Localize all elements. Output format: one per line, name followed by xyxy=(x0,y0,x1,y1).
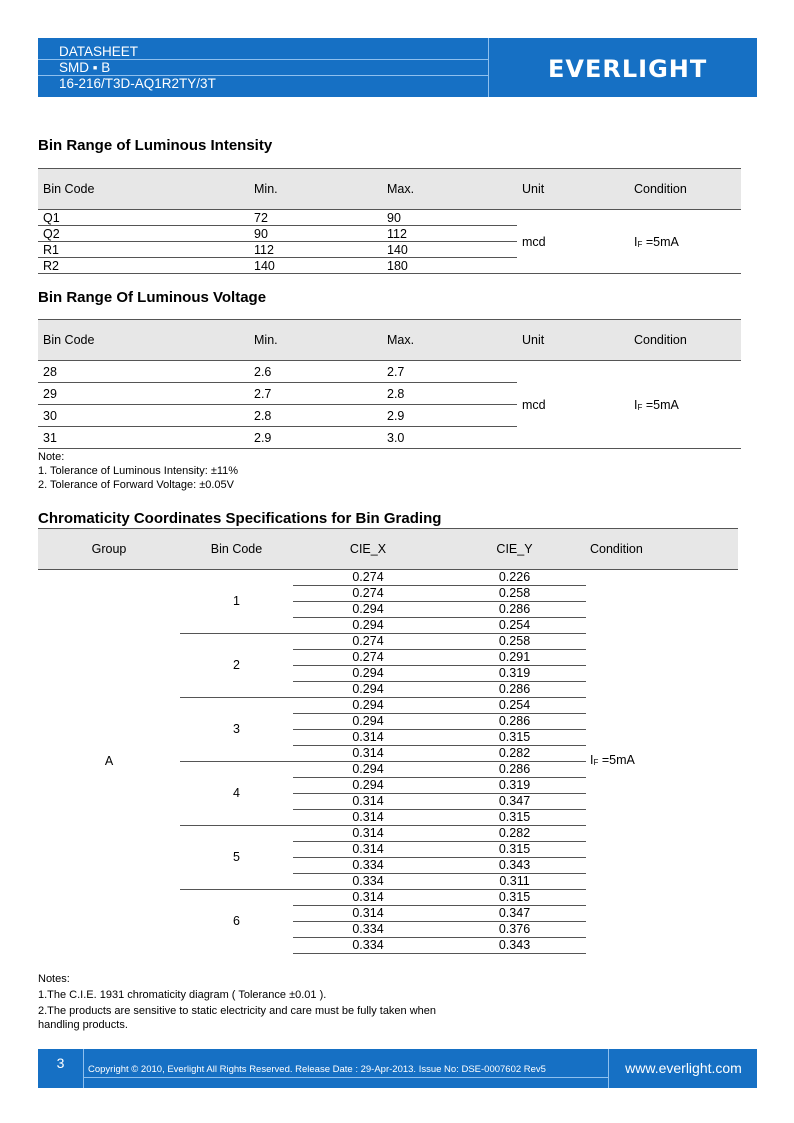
bin-code-cell: 1 xyxy=(233,594,240,608)
min-cell: 72 xyxy=(249,210,382,226)
cie-x-cell: 0.274 xyxy=(293,650,443,666)
max-cell: 2.7 xyxy=(382,361,517,383)
note-line: handling products. xyxy=(38,1019,128,1031)
cie-y-cell: 0.319 xyxy=(443,778,586,794)
note-heading: Note: xyxy=(38,451,65,463)
min-cell: 2.6 xyxy=(249,361,382,383)
chromaticity-table xyxy=(38,528,738,954)
cie-x-cell: 0.294 xyxy=(293,602,443,618)
notes-heading: Notes: xyxy=(38,973,70,985)
min-cell: 2.8 xyxy=(249,405,382,427)
cie-x-cell: 0.314 xyxy=(293,890,443,906)
bin-code-cell: 3 xyxy=(180,698,293,762)
cie-y-cell: 0.258 xyxy=(443,634,586,650)
page-footer xyxy=(38,1049,757,1088)
col-bin-code: Bin Code xyxy=(38,169,249,210)
cie-y-cell: 0.254 xyxy=(443,698,586,714)
bin-code-cell: 29 xyxy=(38,383,249,405)
condition-subscript: F xyxy=(637,239,643,249)
bin-code-cell: R1 xyxy=(38,242,249,258)
cie-y-cell: 0.315 xyxy=(443,730,586,746)
cie-y-cell: 0.315 xyxy=(443,890,586,906)
bin-code-cell: 28 xyxy=(38,361,249,383)
bin-code-cell: 30 xyxy=(38,405,249,427)
condition-subscript: F xyxy=(593,758,599,768)
voltage-notes xyxy=(38,450,238,492)
voltage-table xyxy=(38,319,741,449)
cie-x-cell: 0.294 xyxy=(293,714,443,730)
condition-value: =5mA xyxy=(642,397,679,412)
min-cell: 90 xyxy=(249,226,382,242)
col-condition: Condition xyxy=(586,529,738,570)
col-unit: Unit xyxy=(517,169,629,210)
cie-x-cell: 0.294 xyxy=(293,698,443,714)
min-cell: 2.7 xyxy=(249,383,382,405)
cie-x-cell: 0.334 xyxy=(293,922,443,938)
col-bin-code: Bin Code xyxy=(180,529,293,570)
cie-x-cell: 0.334 xyxy=(293,858,443,874)
section-title-voltage: Bin Range Of Luminous Voltage xyxy=(38,289,267,306)
min-cell: 140 xyxy=(249,258,382,274)
max-cell: 140 xyxy=(382,242,517,258)
cie-y-cell: 0.376 xyxy=(443,922,586,938)
intensity-table xyxy=(38,168,741,274)
condition-value: =5mA xyxy=(598,753,635,768)
min-cell: 2.9 xyxy=(249,427,382,449)
cie-x-cell: 0.274 xyxy=(293,586,443,602)
cie-x-cell: 0.294 xyxy=(293,762,443,778)
bin-code-cell: 4 xyxy=(180,762,293,826)
cie-x-cell: 0.294 xyxy=(293,682,443,698)
page-header xyxy=(38,38,757,97)
page-number: 3 xyxy=(38,1049,84,1088)
cie-x-cell: 0.334 xyxy=(293,938,443,954)
cie-y-cell: 0.347 xyxy=(443,906,586,922)
col-max: Max. xyxy=(382,169,517,210)
cie-x-cell: 0.294 xyxy=(293,666,443,682)
cie-y-cell: 0.319 xyxy=(443,666,586,682)
cie-y-cell: 0.315 xyxy=(443,842,586,858)
bin-code-cell: Q2 xyxy=(38,226,249,242)
max-cell: 3.0 xyxy=(382,427,517,449)
note-line: 1.The C.I.E. 1931 chromaticity diagram ( Tolerance ±0.01 ). xyxy=(38,989,327,1001)
note-line: 2. Tolerance of Forward Voltage: ±0.05V xyxy=(38,479,235,491)
bin-code-cell: Q1 xyxy=(38,210,249,226)
col-min: Min. xyxy=(249,320,382,361)
cie-x-cell: 0.274 xyxy=(293,634,443,650)
cie-y-cell: 0.286 xyxy=(443,714,586,730)
min-cell: 112 xyxy=(249,242,382,258)
condition-subscript: F xyxy=(637,402,643,412)
col-cie-x: CIE_X xyxy=(293,529,443,570)
condition-cell xyxy=(629,210,741,274)
copyright-text: Copyright © 2010, Everlight All Rights Reserved. Release Date : 29-Apr-2013. Issue No: DSE-0007602 Rev5 xyxy=(88,1064,546,1075)
cie-y-cell: 0.226 xyxy=(443,570,586,586)
table-row xyxy=(38,361,741,383)
cie-y-cell: 0.343 xyxy=(443,858,586,874)
section-title-chromaticity: Chromaticity Coordinates Specifications for Bin Grading xyxy=(38,510,442,527)
header-category: SMD ▪ B xyxy=(59,60,111,75)
condition-symbol: I xyxy=(634,397,638,412)
max-cell: 2.9 xyxy=(382,405,517,427)
cie-x-cell: 0.294 xyxy=(293,778,443,794)
bin-code-cell: 5 xyxy=(180,826,293,890)
cie-y-cell: 0.286 xyxy=(443,762,586,778)
cie-y-cell: 0.282 xyxy=(443,826,586,842)
col-condition: Condition xyxy=(629,320,741,361)
cie-x-cell: 0.314 xyxy=(293,746,443,762)
max-cell: 2.8 xyxy=(382,383,517,405)
col-bin-code: Bin Code xyxy=(38,320,249,361)
section-title-intensity: Bin Range of Luminous Intensity xyxy=(38,137,273,154)
cie-x-cell: 0.314 xyxy=(293,794,443,810)
header-part-number: 16-216/T3D-AQ1R2TY/3T xyxy=(59,76,216,91)
col-min: Min. xyxy=(249,169,382,210)
condition-value: =5mA xyxy=(642,234,679,249)
cie-y-cell: 0.343 xyxy=(443,938,586,954)
cie-y-cell: 0.291 xyxy=(443,650,586,666)
cie-y-cell: 0.254 xyxy=(443,618,586,634)
cie-y-cell: 0.258 xyxy=(443,586,586,602)
unit-cell: mcd xyxy=(517,210,629,274)
cie-x-cell: 0.334 xyxy=(293,874,443,890)
col-max: Max. xyxy=(382,320,517,361)
table-header-row xyxy=(38,529,738,570)
col-group: Group xyxy=(38,529,180,570)
note-line: 1. Tolerance of Luminous Intensity: ±11% xyxy=(38,465,239,477)
max-cell: 180 xyxy=(382,258,517,274)
bin-code-cell: 2 xyxy=(180,634,293,698)
bin-code-cell: 6 xyxy=(180,890,293,954)
cie-x-cell: 0.314 xyxy=(293,826,443,842)
header-info xyxy=(38,38,489,97)
max-cell: 112 xyxy=(382,226,517,242)
note-line: 2.The products are sensitive to static electricity and care must be fully taken when xyxy=(38,1005,437,1017)
cie-y-cell: 0.286 xyxy=(443,682,586,698)
everlight-logo: EVERLIGHT xyxy=(548,55,708,83)
col-cie-y: CIE_Y xyxy=(443,529,586,570)
condition-symbol: I xyxy=(634,234,638,249)
cie-x-cell: 0.274 xyxy=(293,570,443,586)
table-row xyxy=(38,570,738,586)
condition-cell xyxy=(629,361,741,449)
cie-x-cell: 0.314 xyxy=(293,842,443,858)
cie-y-cell: 0.315 xyxy=(443,810,586,826)
unit-cell: mcd xyxy=(517,361,629,449)
cie-y-cell: 0.282 xyxy=(443,746,586,762)
cie-x-cell: 0.314 xyxy=(293,906,443,922)
cie-x-cell: 0.314 xyxy=(293,810,443,826)
cie-x-cell: 0.294 xyxy=(293,618,443,634)
condition-cell xyxy=(586,570,738,954)
footnotes xyxy=(38,972,436,1032)
cie-y-cell: 0.347 xyxy=(443,794,586,810)
cie-x-cell: 0.314 xyxy=(293,730,443,746)
table-row xyxy=(38,210,741,226)
table-header-row xyxy=(38,169,741,210)
bin-code-cell: 31 xyxy=(38,427,249,449)
cie-y-cell: 0.286 xyxy=(443,602,586,618)
condition-symbol: I xyxy=(590,753,594,768)
col-condition: Condition xyxy=(629,169,741,210)
max-cell: 90 xyxy=(382,210,517,226)
table-header-row xyxy=(38,320,741,361)
cie-y-cell: 0.311 xyxy=(443,874,586,890)
header-doc-type: DATASHEET xyxy=(59,44,139,59)
bin-code-cell: R2 xyxy=(38,258,249,274)
group-cell: A xyxy=(104,754,114,769)
website-link[interactable]: www.everlight.com xyxy=(608,1049,758,1088)
col-unit: Unit xyxy=(517,320,629,361)
